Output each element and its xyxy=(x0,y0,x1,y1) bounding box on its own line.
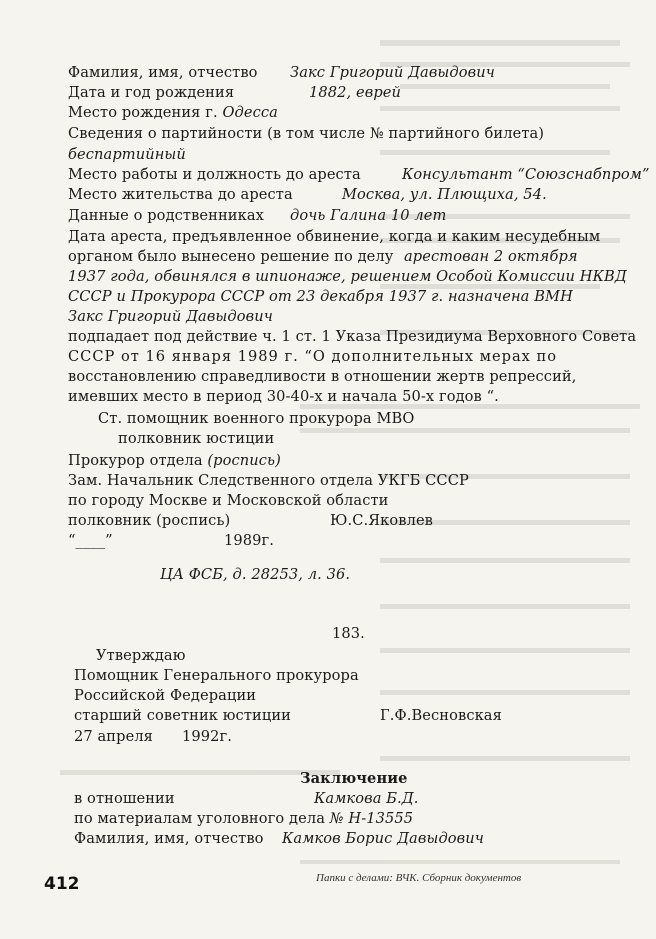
field-label: Место рождения г. xyxy=(68,104,218,121)
prosecutor-line xyxy=(68,452,281,470)
field-party-value: беспартийный xyxy=(68,146,186,163)
field-full-name xyxy=(68,64,495,82)
field-label: Данные о родственниках xyxy=(68,207,264,224)
signatory-title: Ст. помощник военного прокурора МВО xyxy=(98,410,415,427)
text-line: восстановлению справедливости в отношении жертв репрессий, xyxy=(68,368,577,385)
field-party: Сведения о партийности (в том числе № партийного билета) xyxy=(68,125,545,142)
signatory-name: Г.Ф.Весновская xyxy=(380,707,502,724)
field-label: Дата и год рождения xyxy=(68,84,235,101)
text-line: по городу Москве и Московской области xyxy=(68,492,389,509)
field-label: в отношении xyxy=(74,790,175,807)
conclusion-heading: Заключение xyxy=(300,770,408,787)
field-birth xyxy=(68,84,402,102)
field-label: органом было вынесено решение по делу xyxy=(68,248,394,265)
text-line: СССР и Прокурора СССР от 23 декабря 1937 г. назначена ВМН xyxy=(68,288,573,305)
text-line: имевших место в период 30-40-х и начала 50-х годов “. xyxy=(68,388,499,405)
field-label: полковник (роспись) xyxy=(68,512,231,529)
field-arrest: Дата ареста, предъявленное обвинение, когда и каким несудебным xyxy=(68,228,601,245)
approval-date xyxy=(74,728,233,746)
date-day: 27 апреля xyxy=(74,728,153,745)
field-relatives xyxy=(68,207,447,225)
running-footer: Папки с делами: ВЧК. Сборник документов xyxy=(316,872,522,884)
field-label: Фамилия, имя, отчество xyxy=(68,64,258,81)
field-label: по материалам уголовного дела xyxy=(74,810,326,827)
field-residence xyxy=(68,186,547,204)
text-line: Зам. Начальник Следственного отдела УКГБ СССР xyxy=(68,472,469,489)
conclusion-subject xyxy=(74,790,419,808)
signatory-name: Ю.С.Яковлев xyxy=(330,512,433,529)
document-number: 183. xyxy=(332,625,365,642)
field-value: Консультант “Союзснабпром” xyxy=(402,166,650,183)
signature-note: (роспись) xyxy=(207,452,281,469)
field-arrest-decision xyxy=(68,248,578,266)
signatory-rank: полковник юстиции xyxy=(118,430,275,447)
approval-heading: Утверждаю xyxy=(96,647,186,664)
page-number: 412 xyxy=(44,874,80,894)
approval-signatory xyxy=(74,707,502,725)
field-value: Камкова Б.Д. xyxy=(314,790,419,807)
text-line: подпадает под действие ч. 1 ст. 1 Указа Президиума Верховного Совета xyxy=(68,328,637,345)
text-line: Закс Григорий Давыдович xyxy=(68,308,273,325)
field-work xyxy=(68,166,650,184)
field-label: Место жительства до ареста xyxy=(68,186,293,203)
conclusion-name xyxy=(74,830,484,848)
field-label: Фамилия, имя, отчество xyxy=(74,830,264,847)
text-line: Российской Федерации xyxy=(74,687,257,704)
signature-line xyxy=(68,512,433,530)
archive-reference: ЦА ФСБ, д. 28253, л. 36. xyxy=(160,566,351,583)
field-value: № Н-13555 xyxy=(329,810,414,827)
field-value: Москва, ул. Плющиха, 54. xyxy=(342,186,547,203)
field-value: Камков Борис Давыдович xyxy=(282,830,484,847)
field-value: дочь Галина 10 лет xyxy=(290,207,447,224)
field-birthplace xyxy=(68,104,278,122)
field-label: Место работы и должность до ареста xyxy=(68,166,361,183)
date-line xyxy=(68,532,275,550)
text-line: 1937 года, обвинялся в шпионаже, решением Особой Комиссии НКВД xyxy=(68,268,627,285)
date-year: 1992г. xyxy=(182,728,233,745)
field-value: Одесса xyxy=(222,104,278,121)
field-label: старший советник юстиции xyxy=(74,707,291,724)
field-value: 1882, еврей xyxy=(309,84,402,101)
date-year: 1989г. xyxy=(224,532,275,549)
text-line: СССР от 16 января 1989 г. “О дополнительных мерах по xyxy=(68,348,558,365)
text-line: Помощник Генерального прокурора xyxy=(74,667,359,684)
conclusion-case xyxy=(74,810,413,828)
field-value: Закс Григорий Давыдович xyxy=(290,64,495,81)
field-label: Прокурор отдела xyxy=(68,452,203,469)
field-value: арестован 2 октября xyxy=(404,248,578,265)
date-blank: “____” xyxy=(68,532,113,549)
